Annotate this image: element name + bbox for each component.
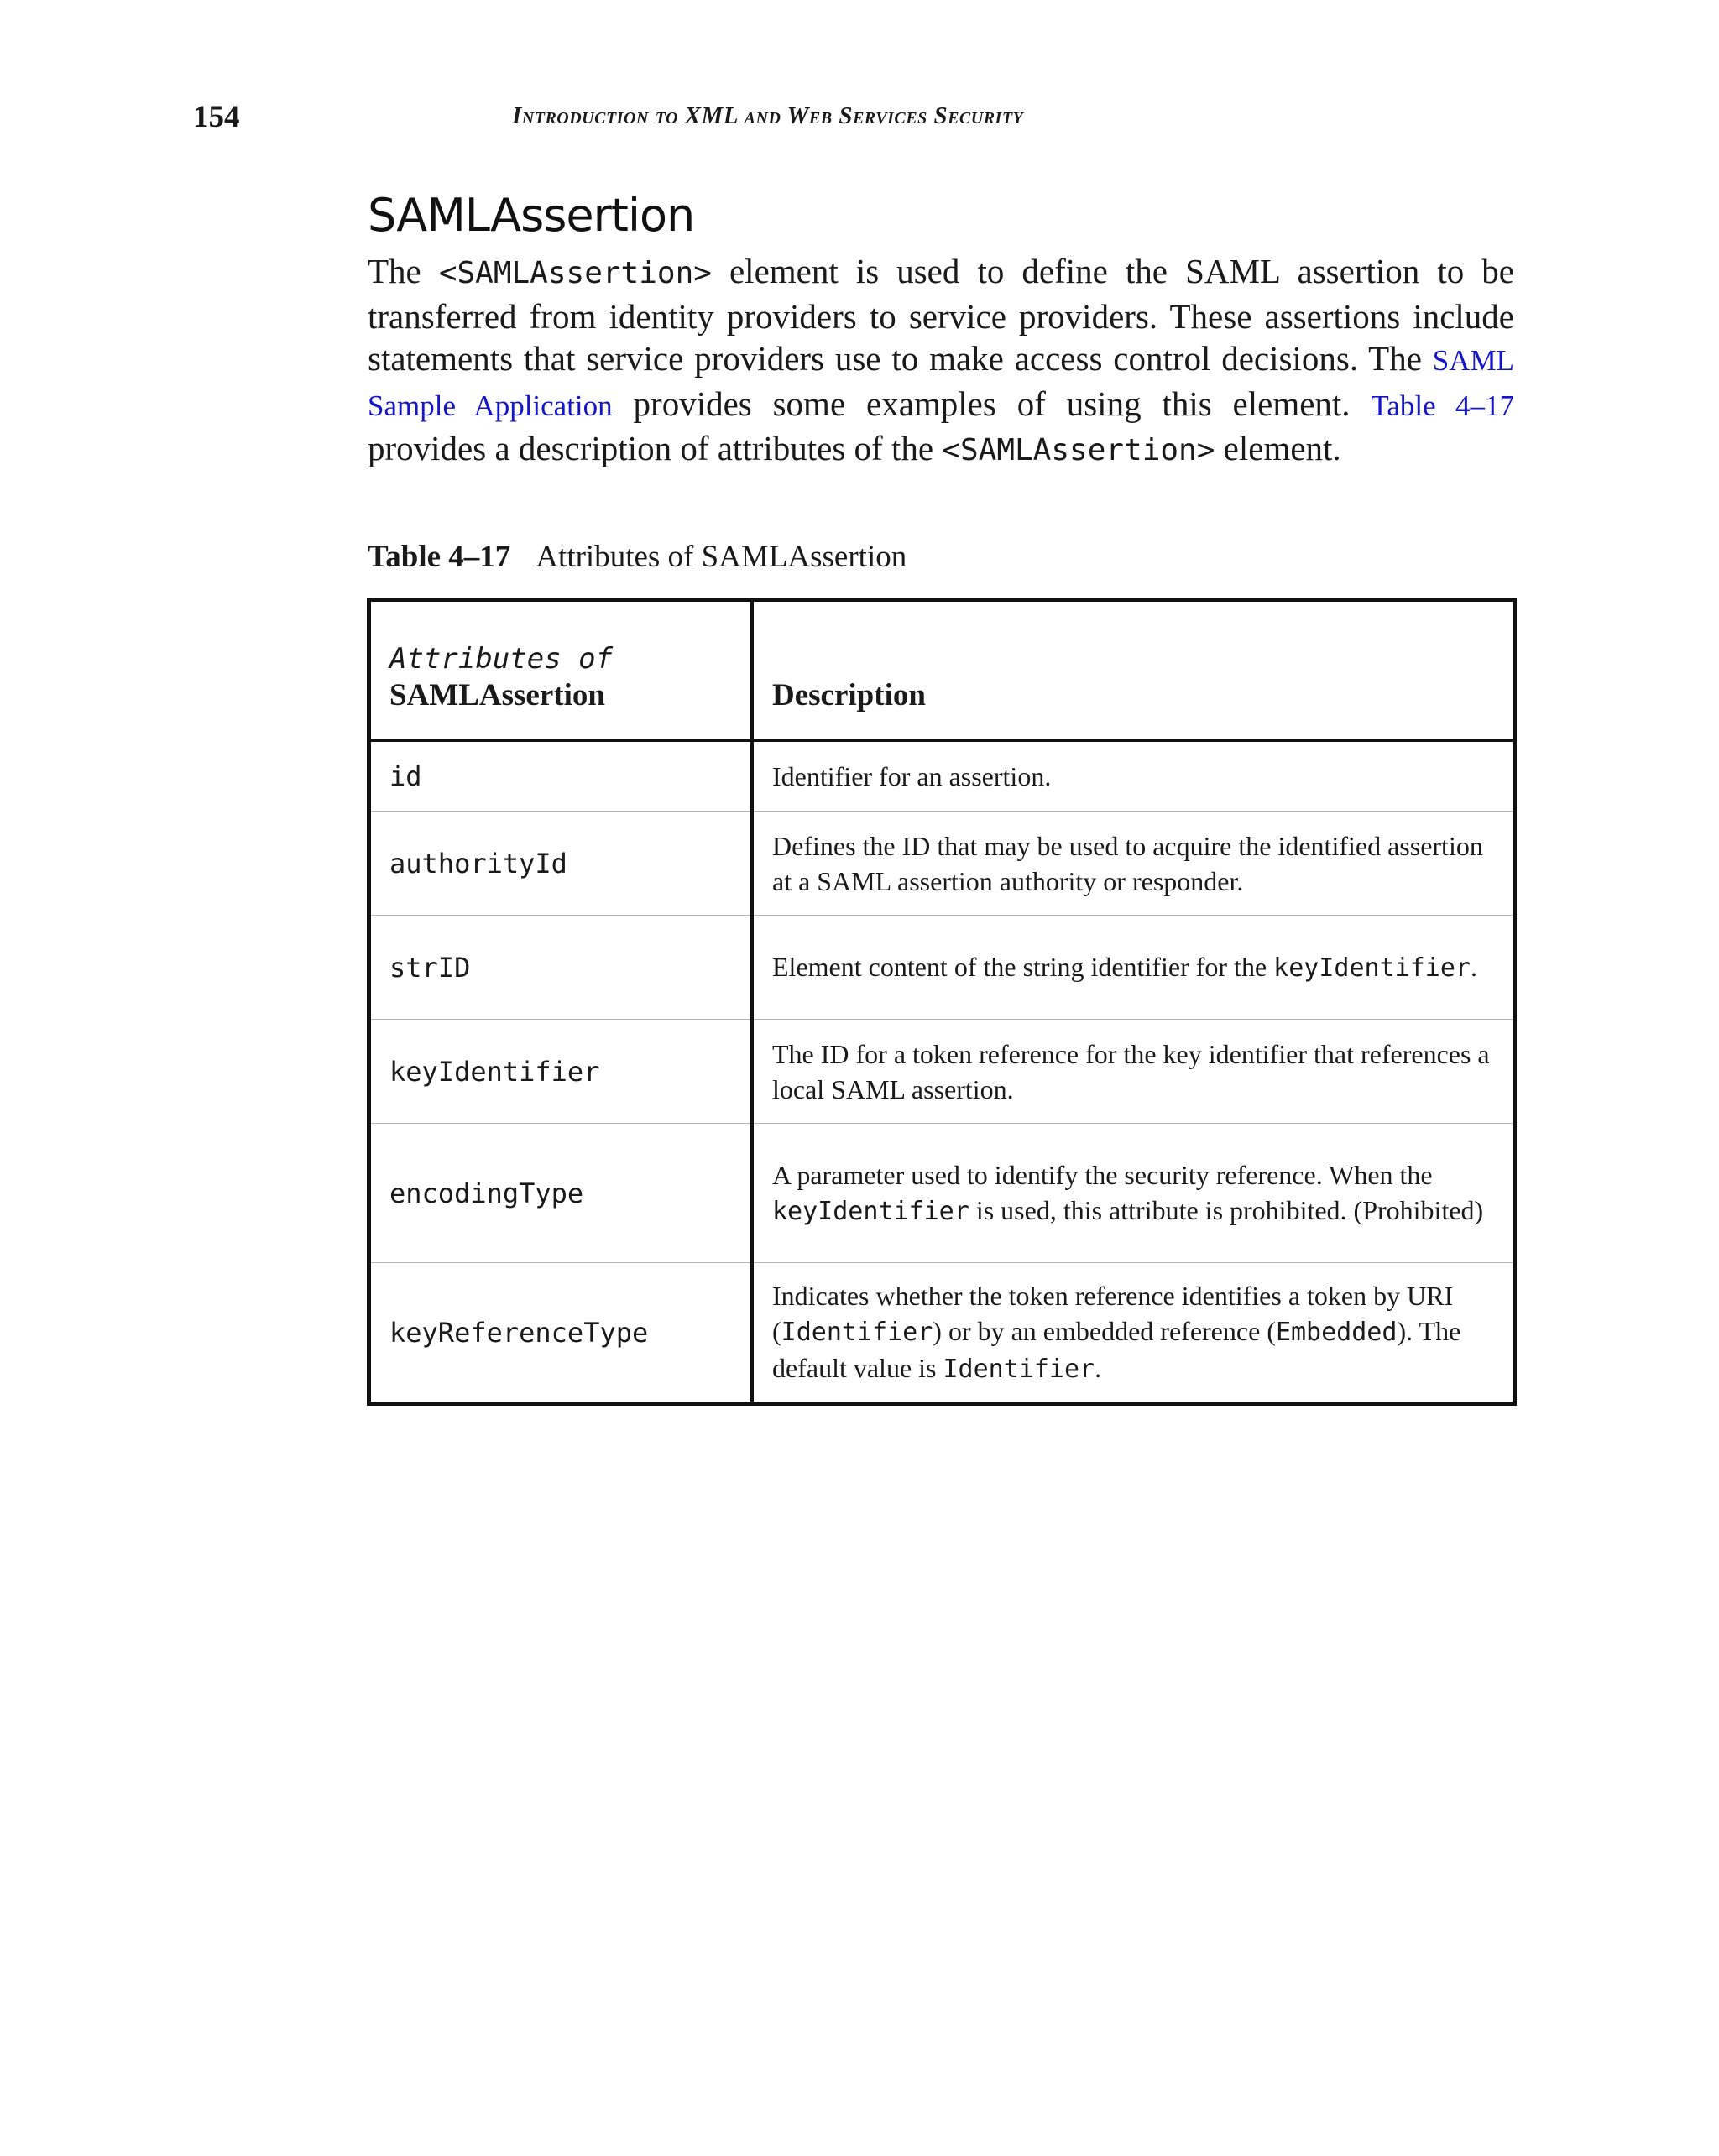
- description-text: Identifier for an assertion.: [772, 761, 1052, 791]
- attribute-description: [752, 1124, 1515, 1263]
- table-row: [369, 916, 1515, 1020]
- table-caption-text: Attributes of SAMLAssertion: [536, 540, 907, 574]
- table-caption: [368, 539, 907, 575]
- inline-code: <SAMLAssertion>: [942, 433, 1215, 467]
- description-text: Element content of the string identifier for the: [772, 951, 1274, 982]
- paragraph-text: provides a description of attributes of the: [368, 429, 943, 467]
- paragraph-text: element is used to define the SAML assertion to be transferred from identity providers to service providers. These assertions include statements that service providers use to make access control decisions. The: [368, 252, 1514, 378]
- inline-code: keyIdentifier: [772, 1196, 969, 1226]
- paragraph-text: The: [368, 252, 439, 290]
- inline-code: Embedded: [1275, 1317, 1398, 1347]
- table-4-17-link[interactable]: Table 4–17: [1371, 389, 1515, 422]
- header-description: Description: [752, 600, 1515, 741]
- header-attributes: [369, 600, 753, 741]
- section-paragraph: [368, 250, 1514, 472]
- attribute-description: [752, 916, 1515, 1020]
- attributes-table: [367, 598, 1517, 1406]
- table-row: [369, 1263, 1515, 1404]
- attribute-description: [752, 1020, 1515, 1124]
- attribute-description: [752, 1263, 1515, 1404]
- inline-code: keyIdentifier: [1273, 953, 1471, 983]
- attribute-name: encodingType: [369, 1124, 753, 1263]
- table-caption-label: Table 4–17: [368, 540, 511, 574]
- table-row: [369, 740, 1515, 812]
- table-header-row: [369, 600, 1515, 741]
- section-title: SAMLAssertion: [368, 189, 695, 242]
- paragraph-text: provides some examples of using this element.: [612, 384, 1372, 423]
- description-text: ). The default value is: [772, 1315, 1461, 1383]
- attribute-name: keyIdentifier: [369, 1020, 753, 1124]
- attribute-name: strID: [369, 916, 753, 1020]
- inline-code: <SAMLAssertion>: [438, 256, 712, 290]
- attribute-description: [752, 812, 1515, 916]
- header-attributes-line1: Attributes of: [389, 642, 614, 676]
- inline-code: Identifier: [781, 1317, 933, 1347]
- page-number: 154: [193, 100, 240, 134]
- description-text: A parameter used to identify the security reference. When the: [772, 1159, 1433, 1190]
- table-row: [369, 1124, 1515, 1263]
- table-row: [369, 812, 1515, 916]
- description-text: .: [1470, 951, 1477, 982]
- inline-code: Identifier: [943, 1354, 1095, 1384]
- attribute-name: id: [369, 740, 753, 812]
- attribute-description: [752, 740, 1515, 812]
- description-text: Indicates whether the token reference identifies a token by URI (: [772, 1280, 1454, 1346]
- saml-sample-application-link[interactable]: SAML Sample Application: [368, 344, 1514, 422]
- header-attributes-line2: SAMLAssertion: [389, 678, 605, 713]
- table-row: [369, 1020, 1515, 1124]
- attribute-name: keyReferenceType: [369, 1263, 753, 1404]
- description-text: ) or by an embedded reference (: [933, 1315, 1276, 1346]
- description-text: Defines the ID that may be used to acquire the identified assertion at a SAML assertion authority or responder.: [772, 830, 1483, 896]
- description-text: The ID for a token reference for the key identifier that references a local SAML assertion.: [772, 1038, 1490, 1104]
- paragraph-text: element.: [1215, 429, 1341, 467]
- attribute-name: authorityId: [369, 812, 753, 916]
- description-text: .: [1095, 1352, 1102, 1383]
- running-head: Introduction to XML and Web Services Security: [512, 102, 1024, 129]
- description-text: is used, this attribute is prohibited. (Prohibited): [969, 1194, 1484, 1225]
